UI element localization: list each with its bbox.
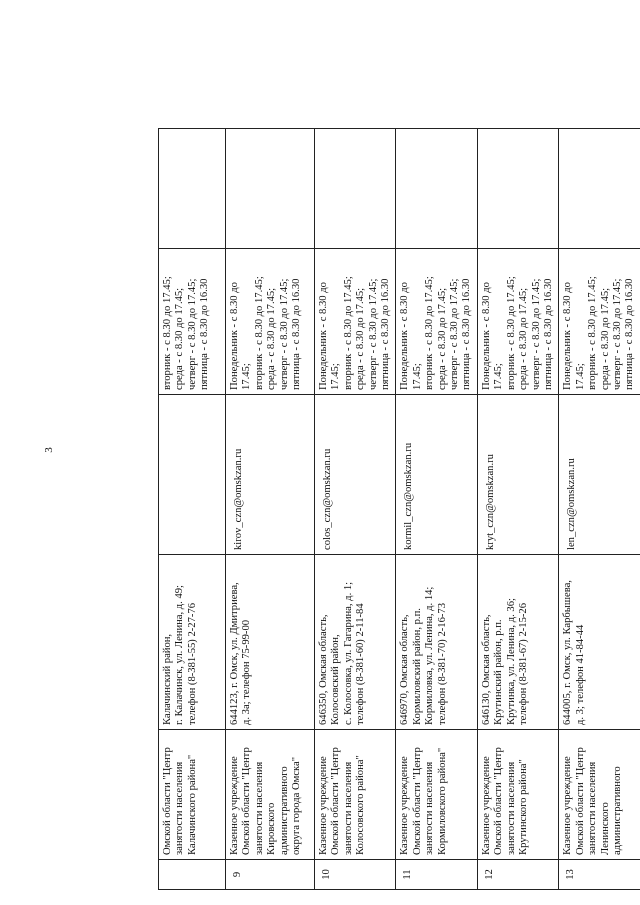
institution-address: Калачинский район, г. Калачинск, ул. Ленина, д. 49; телефон (8-381-55) 2-27-76	[159, 555, 226, 730]
row-number: 13	[559, 860, 640, 890]
institution-name: Омской области "Центр занятости населения Калачинского района"	[159, 730, 226, 860]
institution-address: 646970, Омская область, Кормиловский район, р.п. Кормиловка, ул. Ленина, д. 14; телефон (8-381-70) 2-16-73	[396, 555, 477, 730]
empty-cell	[226, 129, 315, 249]
institution-email: kryt_czn@omskzan.ru	[477, 395, 558, 555]
working-hours: Понедельник - с 8.30 до 17.45; вторник - с 8.30 до 17.45; среда - с 8.30 до 17.45; четверг - с 8.30 до 17.45; пятница - с 8.30 до 16.30	[559, 249, 640, 395]
institution-email: colos_czn@omskzan.ru	[315, 395, 396, 555]
institution-email: len_czn@omskzan.ru	[559, 395, 640, 555]
institution-name: Казенное учреждение Омской области "Центр занятости населения Ленинского административного	[559, 730, 640, 860]
rotated-table-container	[158, 129, 636, 890]
row-number	[159, 860, 226, 890]
working-hours: Понедельник - с 8.30 до 17.45; вторник - с 8.30 до 17.45; среда - с 8.30 до 17.45; четверг - с 8.30 до 17.45; пятница - с 8.30 до 16.30	[396, 249, 477, 395]
working-hours: Понедельник - с 8.30 до 17.45; вторник - с 8.30 до 17.45; среда - с 8.30 до 17.45; четверг - с 8.30 до 17.45; пятница - с 8.30 до 16.30	[226, 249, 315, 395]
employment-centers-table	[158, 128, 640, 890]
institution-address: 646350, Омская область, Колосовский район, с. Колосовка, ул. Гагарина, д. 1; телефон (8-381-60) 2-11-84	[315, 555, 396, 730]
table-row	[315, 129, 396, 890]
table-row	[159, 129, 226, 890]
empty-cell	[396, 129, 477, 249]
empty-cell	[559, 129, 640, 249]
institution-name: Казенное учреждение Омской области "Центр занятости населения Кормиловского района"	[396, 730, 477, 860]
institution-name: Казенное учреждение Омской области "Центр занятости населения Крутинского района"	[477, 730, 558, 860]
institution-address: 644005, г. Омск, ул. Карбышева, д. 3; телефон 41-84-44	[559, 555, 640, 730]
working-hours: вторник - с 8.30 до 17.45; среда - с 8.30 до 17.45; четверг - с 8.30 до 17.45; пятница - с 8.30 до 16.30	[159, 249, 226, 395]
institution-email: kormil_czn@omskzan.ru	[396, 395, 477, 555]
empty-cell	[159, 129, 226, 249]
empty-cell	[477, 129, 558, 249]
institution-name: Казенное учреждение Омской области "Центр занятости населения Кировского административного округа города Омска"	[226, 730, 315, 860]
institution-name: Казенное учреждение Омской области "Центр занятости населения Колосовского района"	[315, 730, 396, 860]
table-row	[226, 129, 315, 890]
table-row	[396, 129, 477, 890]
row-number: 9	[226, 860, 315, 890]
row-number: 11	[396, 860, 477, 890]
institution-address: 644123, г. Омск, ул. Дмитриева, д. 3а; телефон 75-99-00	[226, 555, 315, 730]
institution-address: 646130, Омская область, Крутинский район, р.п. Крутинка, ул. Ленина, д. 36; телефон (8-381-67) 2-15-26	[477, 555, 558, 730]
working-hours: Понедельник - с 8.30 до 17.45; вторник - с 8.30 до 17.45; среда - с 8.30 до 17.45; четверг - с 8.30 до 17.45; пятница - с 8.30 до 16.30	[315, 249, 396, 395]
institution-email: kirov_czn@omskzan.ru	[226, 395, 315, 555]
empty-cell	[315, 129, 396, 249]
row-number: 12	[477, 860, 558, 890]
row-number: 10	[315, 860, 396, 890]
page-number: 3	[42, 447, 55, 453]
working-hours: Понедельник - с 8.30 до 17.45; вторник - с 8.30 до 17.45; среда - с 8.30 до 17.45; четверг - с 8.30 до 17.45; пятница - с 8.30 до 16.30	[477, 249, 558, 395]
table-row	[559, 129, 640, 890]
institution-email	[159, 395, 226, 555]
table-row	[477, 129, 558, 890]
